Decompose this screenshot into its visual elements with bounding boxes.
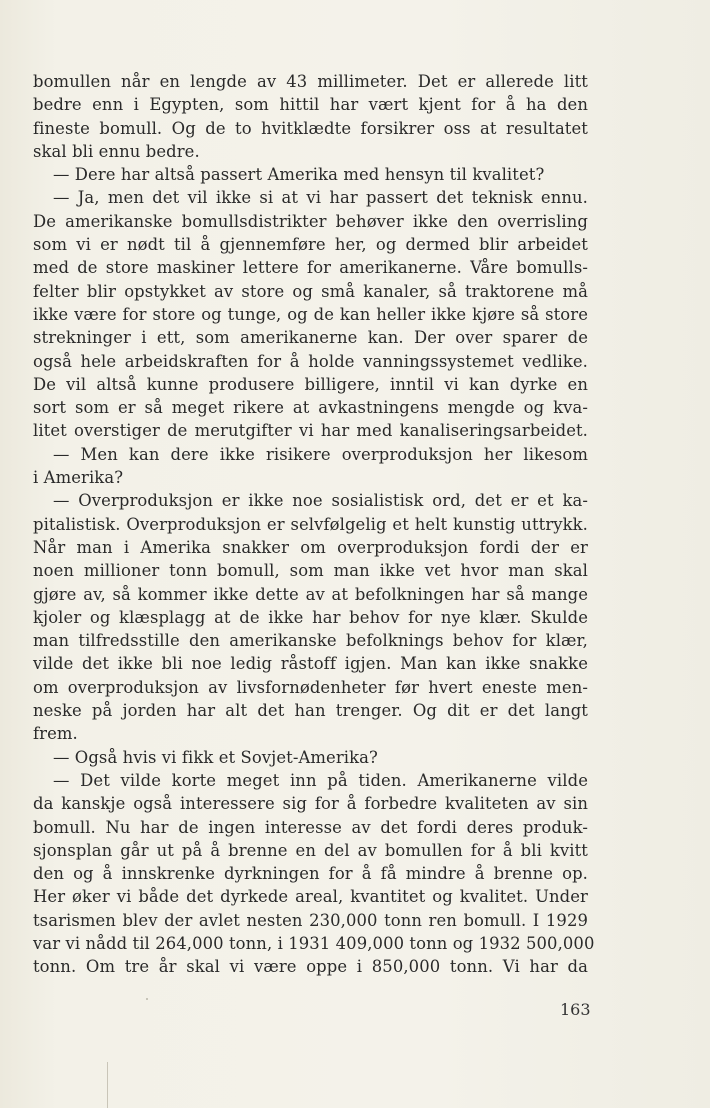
body-text bbox=[33, 70, 595, 979]
text-line: skal bli ennu bedre. bbox=[33, 141, 200, 161]
page-number: 163 bbox=[560, 1000, 591, 1019]
text-line: gjøre av, så kommer ikke dette av at befolkningen har så mange bbox=[33, 584, 588, 604]
text-line: tsarismen blev der avlet nesten 230,000 tonn ren bomull. I 1929 bbox=[33, 910, 588, 930]
text-line: — Overproduksjon er ikke noe sosialistisk ord, det er et ka- bbox=[53, 491, 588, 511]
text-line: Her øker vi både det dyrkede areal, kvantitet og kvalitet. Under bbox=[33, 887, 588, 907]
text-line: litet overstiger de merutgifter vi har med kanaliseringsarbeidet. bbox=[33, 421, 588, 441]
text-line: Når man i Amerika snakker om overproduksjon fordi der er bbox=[33, 537, 588, 557]
text-line: med de store maskiner lettere for amerikanerne. Våre bomulls- bbox=[33, 258, 588, 278]
text-line: fineste bomull. Og de to hvitklædte forsikrer oss at resultatet bbox=[33, 118, 588, 138]
text-line: om overproduksjon av livsfornødenheter før hvert eneste men- bbox=[33, 677, 588, 697]
text-line: bedre enn i Egypten, som hittil har vært kjent for å ha den bbox=[33, 95, 588, 115]
text-line: De amerikanske bomullsdistrikter behøver ikke den overrisling bbox=[33, 211, 588, 231]
text-line: pitalistisk. Overproduksjon er selvfølgelig et helt kunstig uttrykk. bbox=[33, 514, 588, 534]
text-line: neske på jorden har alt det han trenger. Og dit er det langt bbox=[33, 701, 588, 721]
text-line: frem. bbox=[33, 724, 78, 744]
text-line: — Det vilde korte meget inn på tiden. Amerikanerne vilde bbox=[53, 770, 588, 790]
text-line: var vi nådd til 264,000 tonn, i 1931 409,000 tonn og 1932 500,000 bbox=[33, 933, 595, 953]
text-line: strekninger i ett, som amerikanerne kan. Der over sparer de bbox=[33, 328, 588, 348]
text-line: kjoler og klæsplagg at de ikke har behov for nye klær. Skulde bbox=[33, 607, 588, 627]
page-edge-mark bbox=[107, 1062, 108, 1108]
text-line: ikke være for store og tunge, og de kan heller ikke kjøre så store bbox=[33, 304, 588, 324]
text-line: i Amerika? bbox=[33, 468, 124, 488]
text-line: den og å innskrenke dyrkningen for å få mindre å brenne op. bbox=[33, 864, 588, 884]
text-line: som vi er nødt til å gjennemføre her, og dermed blir arbeidet bbox=[33, 235, 588, 255]
text-line: — Men kan dere ikke risikere overproduksjon her likesom bbox=[53, 444, 588, 464]
paper-speck bbox=[146, 998, 148, 1000]
text-line: — Dere har altså passert Amerika med hensyn til kvalitet? bbox=[53, 165, 545, 185]
text-line: noen millioner tonn bomull, som man ikke vet hvor man skal bbox=[33, 561, 588, 581]
text-line: bomull. Nu har de ingen interesse av det fordi deres produk- bbox=[33, 817, 588, 837]
text-line: De vil altså kunne produsere billigere, inntil vi kan dyrke en bbox=[33, 374, 588, 394]
text-line: sjonsplan går ut på å brenne en del av bomullen for å bli kvitt bbox=[33, 840, 588, 860]
text-line: tonn. Om tre år skal vi være oppe i 850,000 tonn. Vi har da bbox=[33, 957, 588, 977]
text-line: vilde det ikke bli noe ledig råstoff igjen. Man kan ikke snakke bbox=[33, 654, 588, 674]
text-line: — Også hvis vi fikk et Sovjet-Amerika? bbox=[53, 747, 378, 767]
text-line: sort som er så meget rikere at avkastningens mengde og kva- bbox=[33, 398, 588, 418]
text-line: også hele arbeidskraften for å holde vanningssystemet vedlike. bbox=[33, 351, 588, 371]
text-line: man tilfredsstille den amerikanske befolknings behov for klær, bbox=[33, 631, 588, 651]
text-line: — Ja, men det vil ikke si at vi har passert det teknisk ennu. bbox=[53, 188, 588, 208]
text-line: felter blir opstykket av store og små kanaler, så traktorene må bbox=[33, 281, 588, 301]
text-line: bomullen når en lengde av 43 millimeter. Det er allerede litt bbox=[33, 72, 588, 91]
text-line: da kanskje også interessere sig for å forbedre kvaliteten av sin bbox=[33, 794, 588, 814]
